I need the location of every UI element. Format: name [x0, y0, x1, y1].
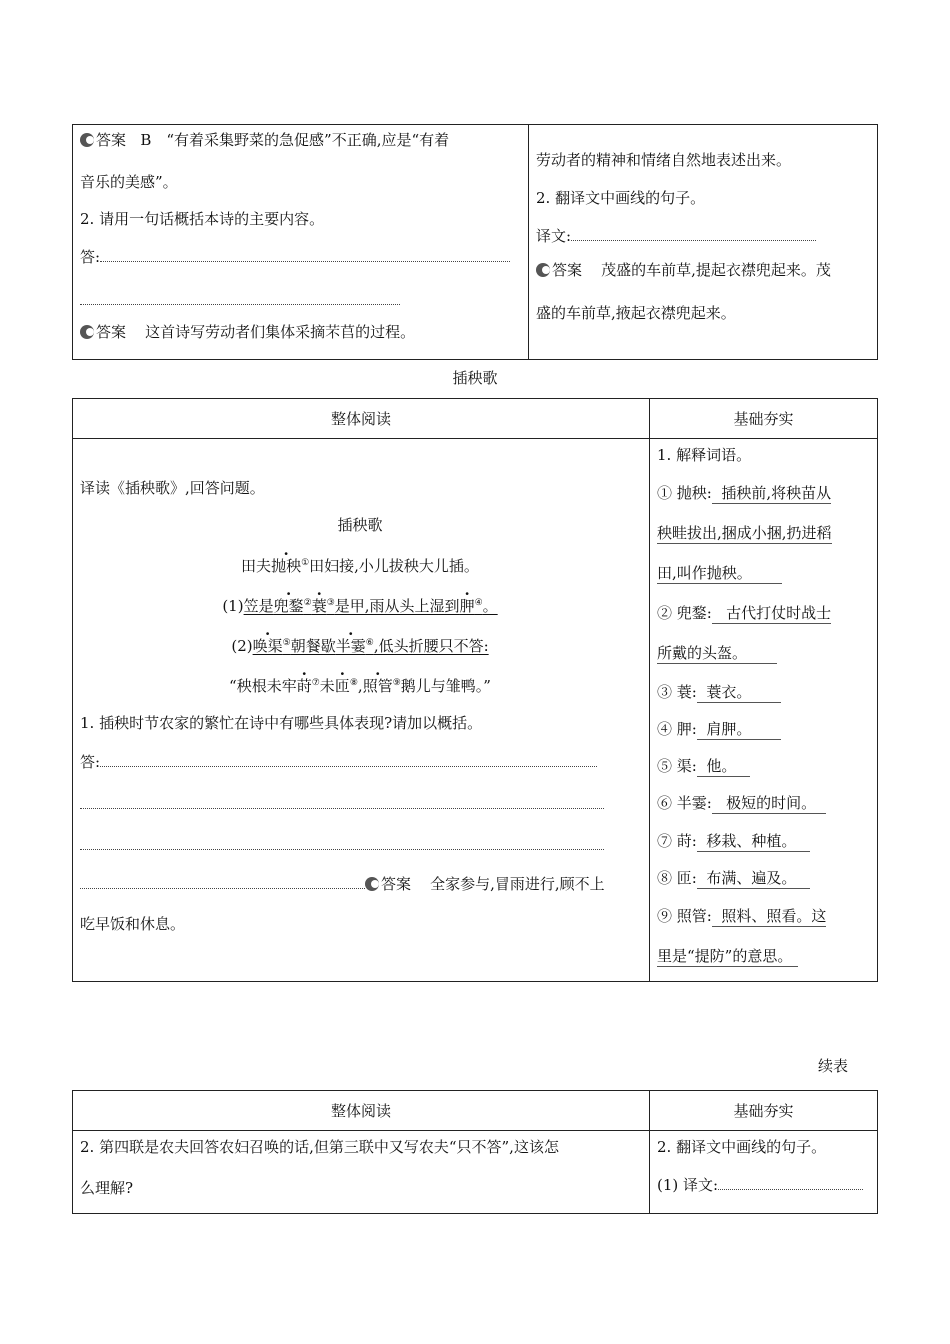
- answer-icon: [80, 133, 94, 147]
- translation-line[interactable]: [536, 226, 816, 246]
- main-right-cell: [650, 439, 878, 982]
- answer-text: 这首诗写劳动者们集体采摘芣苢的过程。: [145, 323, 416, 341]
- header-basic-consolidation: 基础夯实: [650, 399, 878, 439]
- answer-icon: [365, 877, 379, 891]
- poem-text: ,低头折腰只不答:: [373, 637, 489, 655]
- question-2: 2. 请用一句话概括本诗的主要内容。: [80, 210, 325, 228]
- gloss-4: [657, 719, 781, 739]
- answer-blank-2[interactable]: [80, 794, 604, 809]
- underlined-sentence-1: [244, 597, 498, 615]
- translation-line-bottom[interactable]: [657, 1175, 863, 1195]
- question-2-bottom-cont: 么理解?: [80, 1179, 134, 1197]
- line-number: (2): [231, 637, 253, 655]
- emphasized-word: 胛: [459, 597, 475, 615]
- emphasized-word: 半霎: [335, 637, 366, 655]
- poem-text: 朝餐歇: [290, 637, 336, 655]
- gloss-term: ④ 胛:: [657, 720, 697, 738]
- answer-text-cont: 吃早饭和休息。: [80, 915, 186, 933]
- poem-title: 插秧歌: [337, 516, 383, 534]
- answer-blank-3[interactable]: [80, 835, 604, 850]
- gloss-term: ② 兜鍪:: [657, 604, 712, 622]
- footnote-mark: ⑧: [349, 678, 358, 688]
- answer-blank-2[interactable]: [80, 290, 400, 305]
- right-answer: [536, 260, 831, 280]
- section-title: 插秧歌: [452, 369, 498, 387]
- poem-text: “秧根未牢: [229, 677, 297, 695]
- gloss-term: ⑥ 半霎:: [657, 794, 712, 812]
- answer-block-2: [80, 322, 415, 342]
- gloss-term: ⑦ 莳:: [657, 832, 697, 850]
- header-overall-reading: 整体阅读: [73, 399, 650, 439]
- answer-blank[interactable]: [100, 247, 510, 262]
- gloss-definition: 移栽、种植。: [706, 832, 797, 850]
- poem-title-wrap: [72, 515, 648, 535]
- gloss-term: ⑤ 渠:: [657, 757, 697, 775]
- gloss-2-cont: [657, 643, 777, 663]
- answer-line[interactable]: [80, 247, 510, 267]
- gloss-definition: 秧畦拔出,捆成小捆,扔进稻: [657, 524, 832, 542]
- emphasized-word: 抛秧: [271, 557, 302, 575]
- header-basic-consolidation: 基础夯实: [650, 1091, 878, 1131]
- emphasized-word: 匝: [334, 677, 350, 695]
- footnote-mark: ②: [303, 598, 312, 608]
- gloss-3: [657, 682, 781, 702]
- header-overall-reading: 整体阅读: [73, 1091, 650, 1131]
- translation-prompt: 译文:: [536, 227, 572, 245]
- gloss-5: [657, 756, 750, 776]
- gloss-definition: 极短的时间。: [726, 794, 817, 812]
- poem-text: 笠是: [243, 597, 274, 615]
- emphasized-word: 蓑: [311, 597, 327, 615]
- answer-label: 答案: [552, 261, 583, 279]
- poem-text: 鹅儿与雏鸭。”: [400, 677, 491, 695]
- answer-icon: [536, 263, 550, 277]
- right-question-2: 2. 翻译文中画线的句子。: [536, 189, 706, 207]
- gloss-definition: 蓑衣。: [706, 683, 752, 701]
- poem-text: ,: [357, 677, 363, 695]
- footnote-mark: ⑨: [392, 678, 401, 688]
- gloss-definition: 田,叫作抛秧。: [657, 564, 782, 584]
- poem-text: 未: [319, 677, 335, 695]
- gloss-definition: 插秧前,将秧苗从: [721, 484, 832, 502]
- gloss-term: ③ 蓑:: [657, 683, 697, 701]
- answer-text: B “有着采集野菜的急促感”不正确,应是“有着: [140, 131, 450, 149]
- main-answer: [80, 874, 605, 894]
- answer-blank[interactable]: [100, 752, 597, 767]
- gloss-definition: 所戴的头盔。: [657, 644, 777, 664]
- gloss-1: [657, 483, 831, 503]
- translation-blank[interactable]: [718, 1175, 863, 1190]
- answer-text: 全家参与,冒雨进行,顾不上: [430, 875, 605, 893]
- gloss-9-cont: [657, 946, 798, 966]
- underlined-sentence-2: [253, 637, 489, 655]
- gloss-7: [657, 831, 810, 851]
- right-text-line: 劳动者的精神和情绪自然地表述出来。: [536, 151, 792, 169]
- gloss-term: ⑨ 照管:: [657, 907, 712, 925]
- intro-text: 译读《插秧歌》,回答问题。: [80, 479, 265, 497]
- gloss-1-cont2: [657, 563, 782, 583]
- line-number: (1): [222, 597, 244, 615]
- right-question-2-bottom: 2. 翻译文中画线的句子。: [657, 1138, 827, 1156]
- translation-prompt: (1) 译文:: [657, 1176, 719, 1194]
- answer-text: 茂盛的车前草,提起衣襟兜起来。茂: [601, 261, 831, 279]
- translation-blank[interactable]: [571, 226, 816, 241]
- gloss-title: 1. 解释词语。: [657, 446, 752, 464]
- answer-text-cont: 音乐的美感”。: [80, 173, 178, 191]
- gloss-term: ⑧ 匝:: [657, 869, 697, 887]
- gloss-definition: 他。: [706, 757, 737, 775]
- poem-line-3: [72, 633, 648, 656]
- poem-text: 田妇接,小儿拔秧大儿插。: [309, 557, 479, 575]
- emphasized-word: 莳: [296, 677, 312, 695]
- emphasized-word: 照管: [362, 677, 393, 695]
- answer-label: 答案: [96, 131, 127, 149]
- gloss-6: [657, 793, 826, 813]
- answer-line[interactable]: [80, 752, 597, 772]
- continued-label: 续表: [818, 1057, 849, 1075]
- poem-text: 田夫: [241, 557, 272, 575]
- gloss-9: [657, 906, 826, 926]
- gloss-definition: 古代打仗时战士: [726, 604, 832, 622]
- gloss-definition: 布满、遍及。: [706, 869, 797, 887]
- gloss-8: [657, 868, 810, 888]
- question-1: 1. 插秧时节农家的繁忙在诗中有哪些具体表现?请加以概括。: [80, 714, 483, 732]
- poem-text: 。: [482, 597, 498, 615]
- footnote-mark: ⑤: [282, 638, 291, 648]
- answer-block-1: [80, 130, 449, 150]
- gloss-1-cont: [657, 523, 832, 543]
- answer-blank-4[interactable]: [80, 874, 365, 889]
- footnote-mark: ⑦: [311, 678, 320, 688]
- poem-line-4: [72, 673, 648, 696]
- emphasized-word: 唤渠: [252, 637, 283, 655]
- gloss-term: ① 抛秧:: [657, 484, 712, 502]
- gloss-definition: 里是“提防”的意思。: [657, 947, 798, 967]
- footnote-mark: ①: [301, 558, 310, 568]
- poem-text: 是甲,雨从头上湿到: [334, 597, 460, 615]
- gloss-2: [657, 603, 831, 623]
- footnote-mark: ④: [474, 598, 483, 608]
- question-2-bottom: 2. 第四联是农夫回答农妇召唤的话,但第三联中又写农夫“只不答”,这该怎: [80, 1138, 559, 1156]
- footnote-mark: ③: [326, 598, 335, 608]
- emphasized-word: 兜鍪: [273, 597, 304, 615]
- poem-line-2: [72, 593, 648, 616]
- answer-label: 答案: [381, 875, 412, 893]
- poem-line-1: [72, 553, 648, 576]
- gloss-definition: 照料、照看。这: [721, 907, 827, 925]
- gloss-definition: 肩胛。: [706, 720, 752, 738]
- answer-icon: [80, 325, 94, 339]
- answer-prompt: 答:: [80, 248, 101, 266]
- answer-text-cont: 盛的车前草,掖起衣襟兜起来。: [536, 304, 736, 322]
- answer-label: 答案: [96, 323, 127, 341]
- footnote-mark: ⑥: [365, 638, 374, 648]
- answer-prompt: 答:: [80, 753, 101, 771]
